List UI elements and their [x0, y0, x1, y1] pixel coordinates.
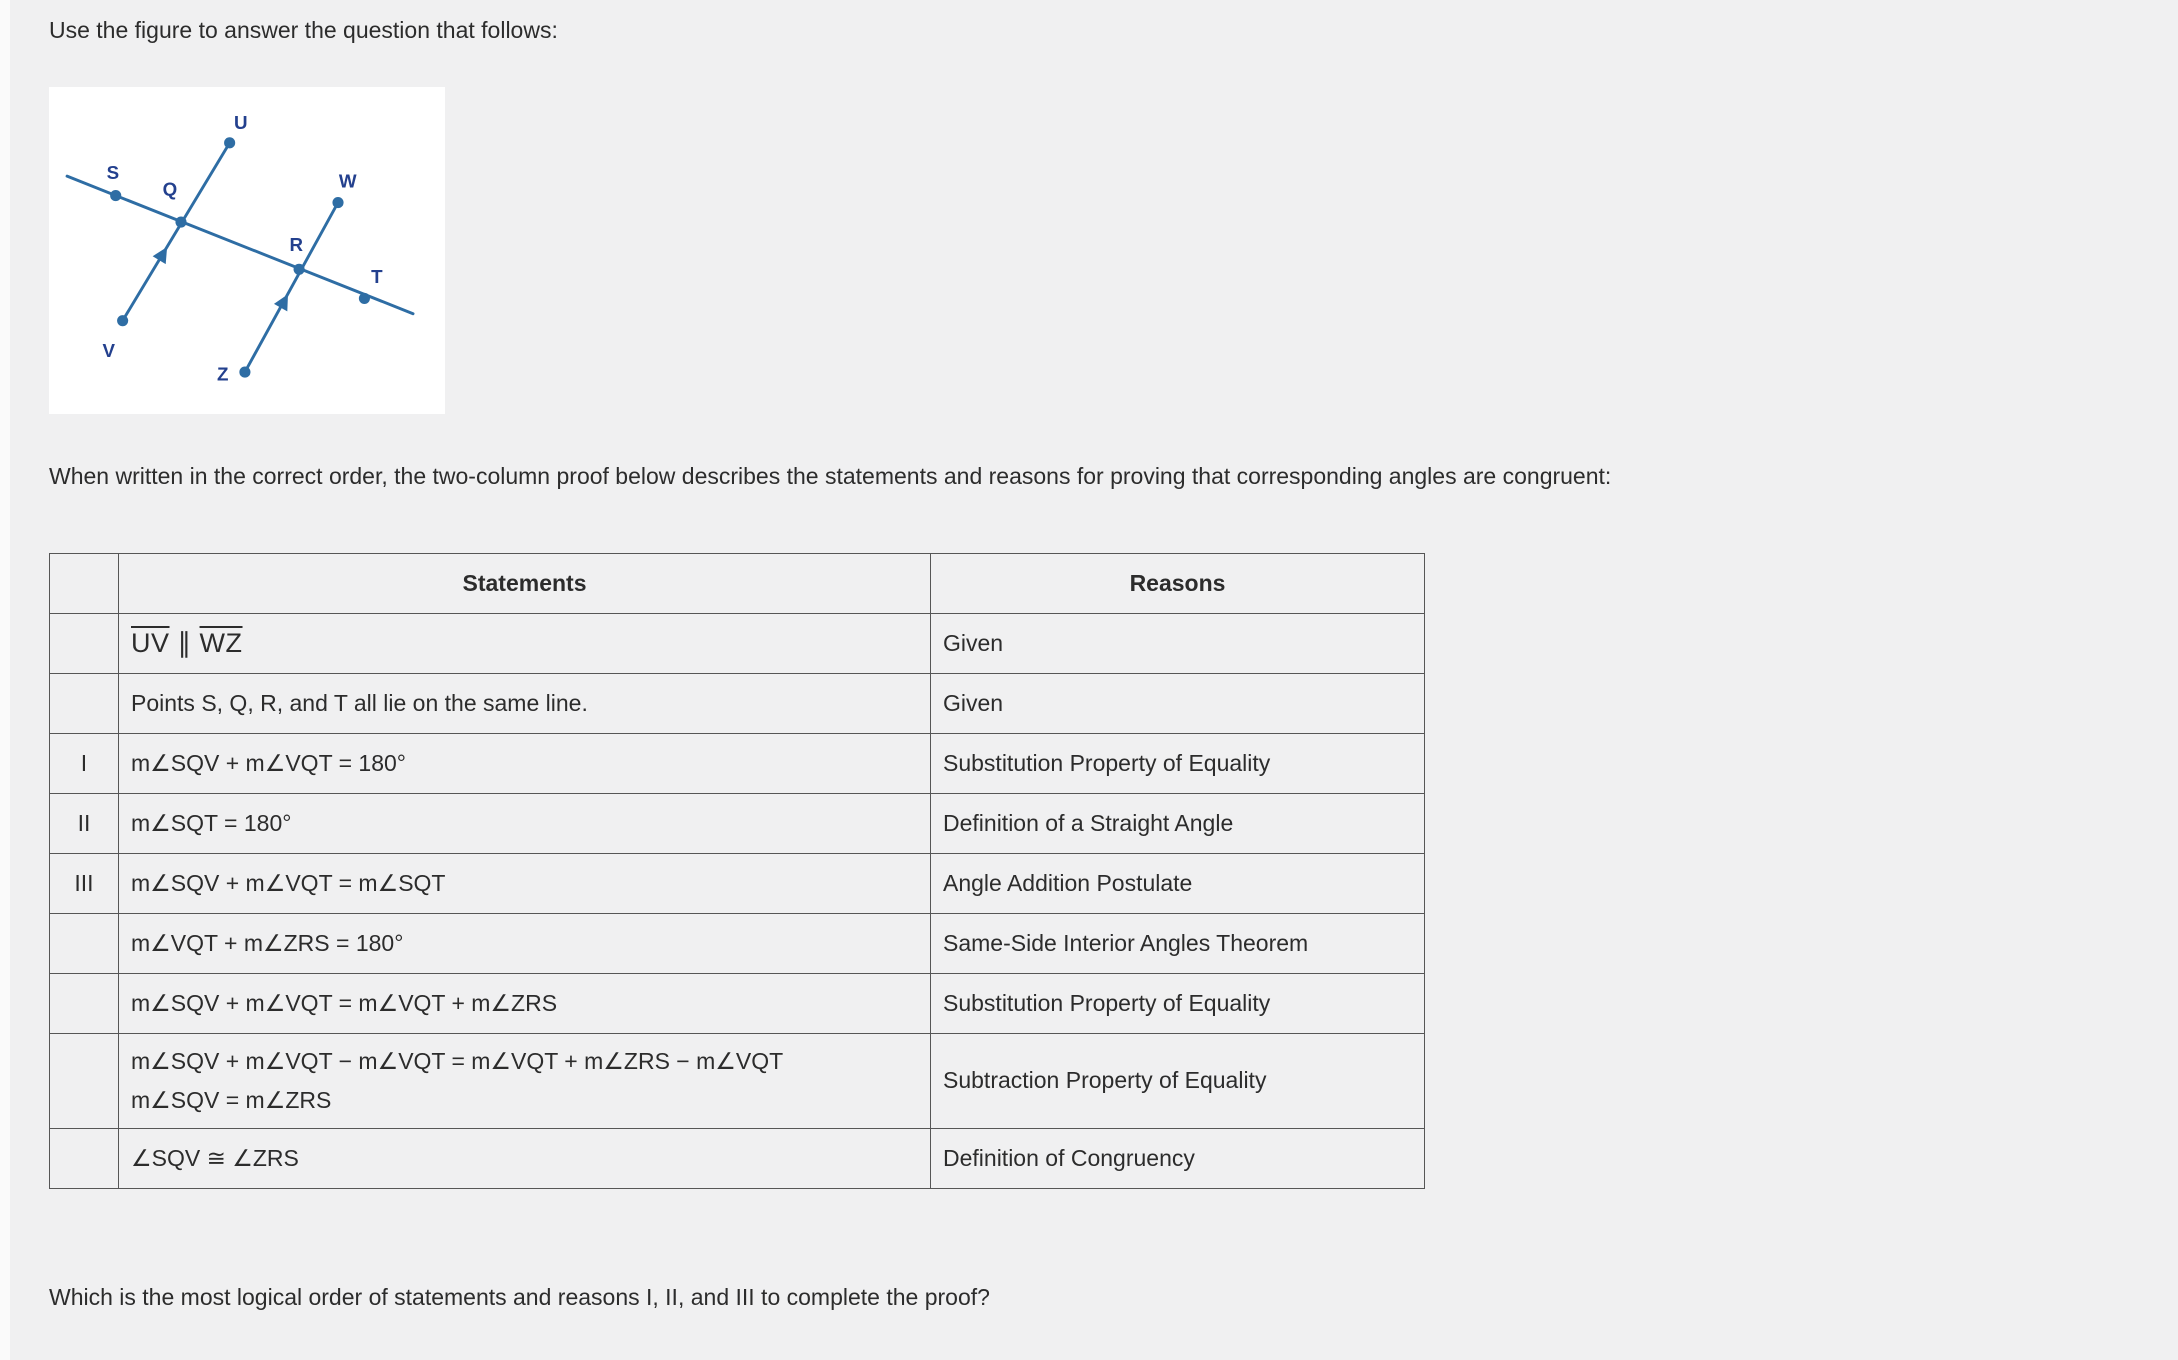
point-W-label: W	[338, 170, 357, 192]
point-Z-dot	[239, 366, 250, 377]
statement-cell: m∠SQV + m∠VQT = 180°	[119, 733, 931, 793]
parallel-lines-diagram	[49, 87, 445, 414]
statement-cell: m∠SQT = 180°	[119, 793, 931, 853]
table-row	[50, 1033, 1425, 1128]
table-row	[50, 733, 1425, 793]
statement-cell	[119, 613, 931, 673]
statement-cell: ∠SQV ≅ ∠ZRS	[119, 1128, 931, 1188]
row-order-label: III	[50, 853, 119, 913]
point-S-dot	[110, 190, 121, 201]
point-U-dot	[224, 137, 235, 148]
header-reasons: Reasons	[931, 553, 1425, 613]
table-row	[50, 913, 1425, 973]
table-row	[50, 973, 1425, 1033]
point-S-label: S	[106, 161, 120, 183]
point-R-dot	[294, 263, 305, 274]
point-R-label: R	[289, 233, 304, 255]
reason-cell: Definition of Congruency	[931, 1128, 1425, 1188]
reason-cell: Subtraction Property of Equality	[931, 1033, 1425, 1128]
geometry-figure	[49, 87, 445, 414]
row-order-label	[50, 973, 119, 1033]
point-V-dot	[117, 315, 128, 326]
point-Q-dot	[175, 216, 186, 227]
table-header-row	[50, 553, 1425, 613]
line-UV	[123, 143, 230, 321]
intro-text: Use the figure to answer the question that follows:	[49, 17, 558, 43]
statement-cell: Points S, Q, R, and T all lie on the same line.	[119, 673, 931, 733]
point-W-dot	[332, 197, 343, 208]
statement-cell: m∠SQV + m∠VQT = m∠VQT + m∠ZRS	[119, 973, 931, 1033]
reason-cell: Given	[931, 613, 1425, 673]
table-row	[50, 673, 1425, 733]
page-left-gutter	[0, 0, 10, 1360]
parallel-statement: $\overline{UV}$ ∥ $\overline{WZ}$	[131, 627, 243, 658]
statement-cell: m∠SQV + m∠VQT − m∠VQT = m∠VQT + m∠ZRS − m∠VQT m∠SQV = m∠ZRS	[119, 1033, 931, 1128]
reason-cell: Same-Side Interior Angles Theorem	[931, 913, 1425, 973]
table-row	[50, 613, 1425, 673]
point-Q-label: Q	[162, 178, 178, 200]
reason-cell: Substitution Property of Equality	[931, 973, 1425, 1033]
header-statements: Statements	[119, 553, 931, 613]
statement-cell: m∠VQT + m∠ZRS = 180°	[119, 913, 931, 973]
line-WZ	[245, 202, 338, 372]
row-order-label: I	[50, 733, 119, 793]
point-T-dot	[359, 293, 370, 304]
question-text: Which is the most logical order of statements and reasons I, II, and III to complete the proof?	[49, 1283, 990, 1310]
reason-cell: Given	[931, 673, 1425, 733]
reason-cell: Substitution Property of Equality	[931, 733, 1425, 793]
row-order-label	[50, 673, 119, 733]
point-T-label: T	[371, 265, 383, 287]
table-row	[50, 793, 1425, 853]
table-row	[50, 853, 1425, 913]
header-blank	[50, 553, 119, 613]
row-order-label	[50, 1033, 119, 1128]
point-U-label: U	[233, 111, 248, 133]
prompt-text: When written in the correct order, the two-column proof below describes the statements and reasons for proving that corresponding angles are congruent:	[49, 462, 1612, 489]
row-order-label	[50, 613, 119, 673]
table-row	[50, 1128, 1425, 1188]
point-Z-label: Z	[216, 363, 229, 385]
row-order-label: II	[50, 793, 119, 853]
reason-cell: Definition of a Straight Angle	[931, 793, 1425, 853]
statement-cell: m∠SQV + m∠VQT = m∠SQT	[119, 853, 931, 913]
question-page	[49, 0, 2129, 1311]
row-order-label	[50, 1128, 119, 1188]
reason-cell: Angle Addition Postulate	[931, 853, 1425, 913]
proof-table-body	[50, 613, 1425, 1188]
proof-table	[49, 553, 1425, 1189]
row-order-label	[50, 913, 119, 973]
point-V-label: V	[102, 339, 116, 361]
